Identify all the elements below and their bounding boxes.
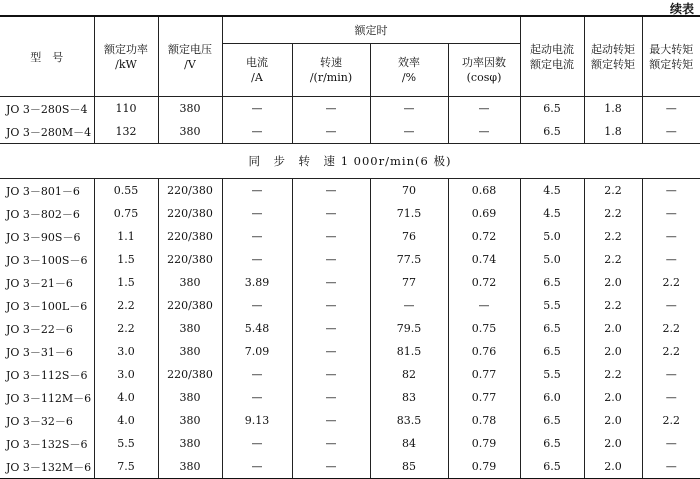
table-cell: 220/380: [158, 179, 222, 203]
table-cell: —: [222, 202, 292, 225]
table-cell: 6.0: [520, 386, 584, 409]
header-current-line2: /A: [223, 70, 292, 85]
table-cell: 0.69: [448, 202, 520, 225]
table-body: [0, 97, 700, 479]
table-cell: —: [292, 225, 370, 248]
motor-spec-table: [0, 15, 700, 479]
table-cell: 2.2: [584, 202, 642, 225]
table-cell: 2.0: [584, 386, 642, 409]
table-cell: —: [292, 294, 370, 317]
table-row: [0, 294, 700, 317]
table-cell: 2.2: [94, 294, 158, 317]
table-cell: 2.2: [584, 179, 642, 203]
table-cell: 79.5: [370, 317, 448, 340]
table-row: [0, 97, 700, 121]
table-cell: —: [292, 455, 370, 479]
table-cell: 4.0: [94, 386, 158, 409]
table-cell: —: [642, 179, 700, 203]
table-row: [0, 179, 700, 203]
table-row: [0, 271, 700, 294]
table-cell: —: [292, 340, 370, 363]
table-cell: 6.5: [520, 409, 584, 432]
table-cell: 380: [158, 386, 222, 409]
table-cell: —: [370, 120, 448, 144]
table-cell: 2.2: [584, 225, 642, 248]
table-cell: —: [292, 409, 370, 432]
table-cell: 6.5: [520, 455, 584, 479]
table-cell: 6.5: [520, 120, 584, 144]
table-cell: 2.2: [642, 271, 700, 294]
header-start-current-line2: 额定电流: [521, 57, 584, 72]
table-cell: 77.5: [370, 248, 448, 271]
cell-model: JO 3－132S－6: [0, 432, 94, 455]
table-cell: 1.1: [94, 225, 158, 248]
table-cell: —: [222, 455, 292, 479]
header-model: 型 号: [0, 16, 94, 97]
table-cell: —: [222, 294, 292, 317]
table-cell: 6.5: [520, 271, 584, 294]
table-cell: —: [292, 317, 370, 340]
table-cell: 220/380: [158, 294, 222, 317]
table-row: [0, 386, 700, 409]
table-cell: 71.5: [370, 202, 448, 225]
table-cell: 2.2: [642, 317, 700, 340]
table-cell: —: [642, 294, 700, 317]
table-cell: —: [292, 97, 370, 121]
table-cell: 0.55: [94, 179, 158, 203]
table-cell: —: [642, 248, 700, 271]
table-cell: 84: [370, 432, 448, 455]
cell-model: JO 3－802－6: [0, 202, 94, 225]
table-cell: 2.2: [584, 294, 642, 317]
table-cell: —: [642, 455, 700, 479]
header-start-torque-line2: 额定转矩: [585, 57, 642, 72]
header-power-factor: [448, 44, 520, 97]
table-cell: 0.72: [448, 271, 520, 294]
table-cell: 2.0: [584, 432, 642, 455]
table-cell: 2.2: [584, 248, 642, 271]
table-cell: 3.89: [222, 271, 292, 294]
table-cell: 6.5: [520, 317, 584, 340]
table-cell: 7.09: [222, 340, 292, 363]
table-cell: 0.75: [448, 317, 520, 340]
cell-model: JO 3－31－6: [0, 340, 94, 363]
table-cell: —: [642, 225, 700, 248]
cell-model: JO 3－32－6: [0, 409, 94, 432]
table-cell: —: [642, 363, 700, 386]
table-row: [0, 202, 700, 225]
header-max-torque-line2: 额定转矩: [643, 57, 700, 72]
table-cell: —: [222, 386, 292, 409]
table-cell: 220/380: [158, 225, 222, 248]
cell-model: JO 3－801－6: [0, 179, 94, 203]
cell-model: JO 3－100S－6: [0, 248, 94, 271]
table-cell: 6.5: [520, 340, 584, 363]
table-cell: 2.2: [642, 340, 700, 363]
table-cell: 2.0: [584, 340, 642, 363]
table-cell: 110: [94, 97, 158, 121]
table-cell: —: [448, 97, 520, 121]
header-start-torque-line1: 起动转矩: [585, 42, 642, 57]
table-cell: 2.2: [584, 363, 642, 386]
header-max-torque: [642, 16, 700, 97]
header-start-current: [520, 16, 584, 97]
header-rated-at: 额定时: [222, 16, 520, 44]
table-cell: —: [292, 179, 370, 203]
table-cell: 5.0: [520, 248, 584, 271]
header-power-factor-line1: 功率因数: [449, 55, 520, 70]
table-cell: 83.5: [370, 409, 448, 432]
table-cell: 0.68: [448, 179, 520, 203]
cell-model: JO 3－90S－6: [0, 225, 94, 248]
continued-label: 续表: [670, 0, 694, 17]
table-cell: 0.74: [448, 248, 520, 271]
table-cell: 82: [370, 363, 448, 386]
table-cell: —: [292, 248, 370, 271]
header-efficiency-line2: /%: [371, 70, 448, 85]
table-header: [0, 16, 700, 97]
table-cell: —: [292, 271, 370, 294]
table-row: [0, 120, 700, 144]
cell-model: JO 3－100L－6: [0, 294, 94, 317]
section-title: 同 步 转 速 1 000r/min(6 极): [0, 144, 700, 179]
table-row: [0, 317, 700, 340]
header-speed-line2: /(r/min): [293, 70, 370, 85]
table-cell: 5.5: [520, 363, 584, 386]
header-voltage-line1: 额定电压: [159, 42, 222, 57]
header-current: [222, 44, 292, 97]
table-cell: 81.5: [370, 340, 448, 363]
header-efficiency: [370, 44, 448, 97]
header-voltage: [158, 16, 222, 97]
table-cell: 0.75: [94, 202, 158, 225]
table-cell: —: [642, 386, 700, 409]
table-cell: 380: [158, 409, 222, 432]
table-cell: 9.13: [222, 409, 292, 432]
table-cell: —: [222, 120, 292, 144]
table-row: [0, 363, 700, 386]
table-cell: 220/380: [158, 202, 222, 225]
table-cell: —: [222, 179, 292, 203]
table-cell: 220/380: [158, 248, 222, 271]
cell-model: JO 3－112S－6: [0, 363, 94, 386]
table-cell: 2.0: [584, 409, 642, 432]
cell-model: JO 3－280M－4: [0, 120, 94, 144]
table-cell: 5.0: [520, 225, 584, 248]
table-cell: 76: [370, 225, 448, 248]
table-cell: —: [370, 294, 448, 317]
header-max-torque-line1: 最大转矩: [643, 42, 700, 57]
header-speed: [292, 44, 370, 97]
cell-model: JO 3－112M－6: [0, 386, 94, 409]
table-cell: 380: [158, 340, 222, 363]
table-cell: 380: [158, 97, 222, 121]
header-speed-line1: 转速: [293, 55, 370, 70]
table-cell: 70: [370, 179, 448, 203]
table-row: [0, 409, 700, 432]
cell-model: JO 3－21－6: [0, 271, 94, 294]
table-cell: 0.77: [448, 386, 520, 409]
table-row: [0, 432, 700, 455]
table-cell: 2.2: [94, 317, 158, 340]
table-cell: 6.5: [520, 97, 584, 121]
header-power-line1: 额定功率: [95, 42, 158, 57]
table-cell: 4.5: [520, 202, 584, 225]
table-cell: 1.5: [94, 271, 158, 294]
table-cell: —: [222, 97, 292, 121]
table-cell: —: [222, 225, 292, 248]
table-cell: 0.72: [448, 225, 520, 248]
table-cell: —: [292, 202, 370, 225]
table-cell: —: [448, 120, 520, 144]
table-cell: 1.5: [94, 248, 158, 271]
table-cell: 0.77: [448, 363, 520, 386]
header-power-factor-line2: (cosφ): [449, 70, 520, 85]
header-power-line2: /kW: [95, 57, 158, 72]
table-row: [0, 248, 700, 271]
table-cell: 4.0: [94, 409, 158, 432]
table-cell: 380: [158, 432, 222, 455]
header-power: [94, 16, 158, 97]
table-cell: —: [292, 363, 370, 386]
header-start-torque: [584, 16, 642, 97]
table-cell: 2.2: [642, 409, 700, 432]
table-cell: —: [222, 248, 292, 271]
table-cell: 0.76: [448, 340, 520, 363]
table-cell: 0.79: [448, 432, 520, 455]
table-cell: —: [642, 432, 700, 455]
table-cell: 380: [158, 271, 222, 294]
table-cell: 1.8: [584, 97, 642, 121]
table-cell: 2.0: [584, 317, 642, 340]
header-efficiency-line1: 效率: [371, 55, 448, 70]
table-row: [0, 225, 700, 248]
table-cell: 380: [158, 455, 222, 479]
table-cell: —: [642, 202, 700, 225]
table-cell: —: [222, 432, 292, 455]
table-cell: —: [292, 432, 370, 455]
header-current-line1: 电流: [223, 55, 292, 70]
table-cell: —: [448, 294, 520, 317]
table-cell: —: [292, 120, 370, 144]
table-cell: 5.48: [222, 317, 292, 340]
table-cell: —: [370, 97, 448, 121]
table-cell: 85: [370, 455, 448, 479]
table-cell: 1.8: [584, 120, 642, 144]
table-cell: 380: [158, 120, 222, 144]
cell-model: JO 3－132M－6: [0, 455, 94, 479]
table-cell: 0.79: [448, 455, 520, 479]
table-cell: —: [642, 120, 700, 144]
table-cell: 2.0: [584, 455, 642, 479]
header-voltage-line2: /V: [159, 57, 222, 72]
table-cell: 0.78: [448, 409, 520, 432]
table-row: [0, 340, 700, 363]
header-start-current-line1: 起动电流: [521, 42, 584, 57]
cell-model: JO 3－22－6: [0, 317, 94, 340]
table-cell: 380: [158, 317, 222, 340]
section-row: [0, 144, 700, 179]
table-cell: —: [642, 97, 700, 121]
table-cell: 7.5: [94, 455, 158, 479]
table-cell: —: [222, 363, 292, 386]
table-cell: 83: [370, 386, 448, 409]
table-cell: 5.5: [520, 294, 584, 317]
table-cell: 4.5: [520, 179, 584, 203]
table-cell: 3.0: [94, 363, 158, 386]
table-cell: 132: [94, 120, 158, 144]
table-cell: 5.5: [94, 432, 158, 455]
table-cell: 220/380: [158, 363, 222, 386]
cell-model: JO 3－280S－4: [0, 97, 94, 121]
table-cell: 77: [370, 271, 448, 294]
table-cell: 2.0: [584, 271, 642, 294]
table-cell: 6.5: [520, 432, 584, 455]
table-cell: 3.0: [94, 340, 158, 363]
table-cell: —: [292, 386, 370, 409]
